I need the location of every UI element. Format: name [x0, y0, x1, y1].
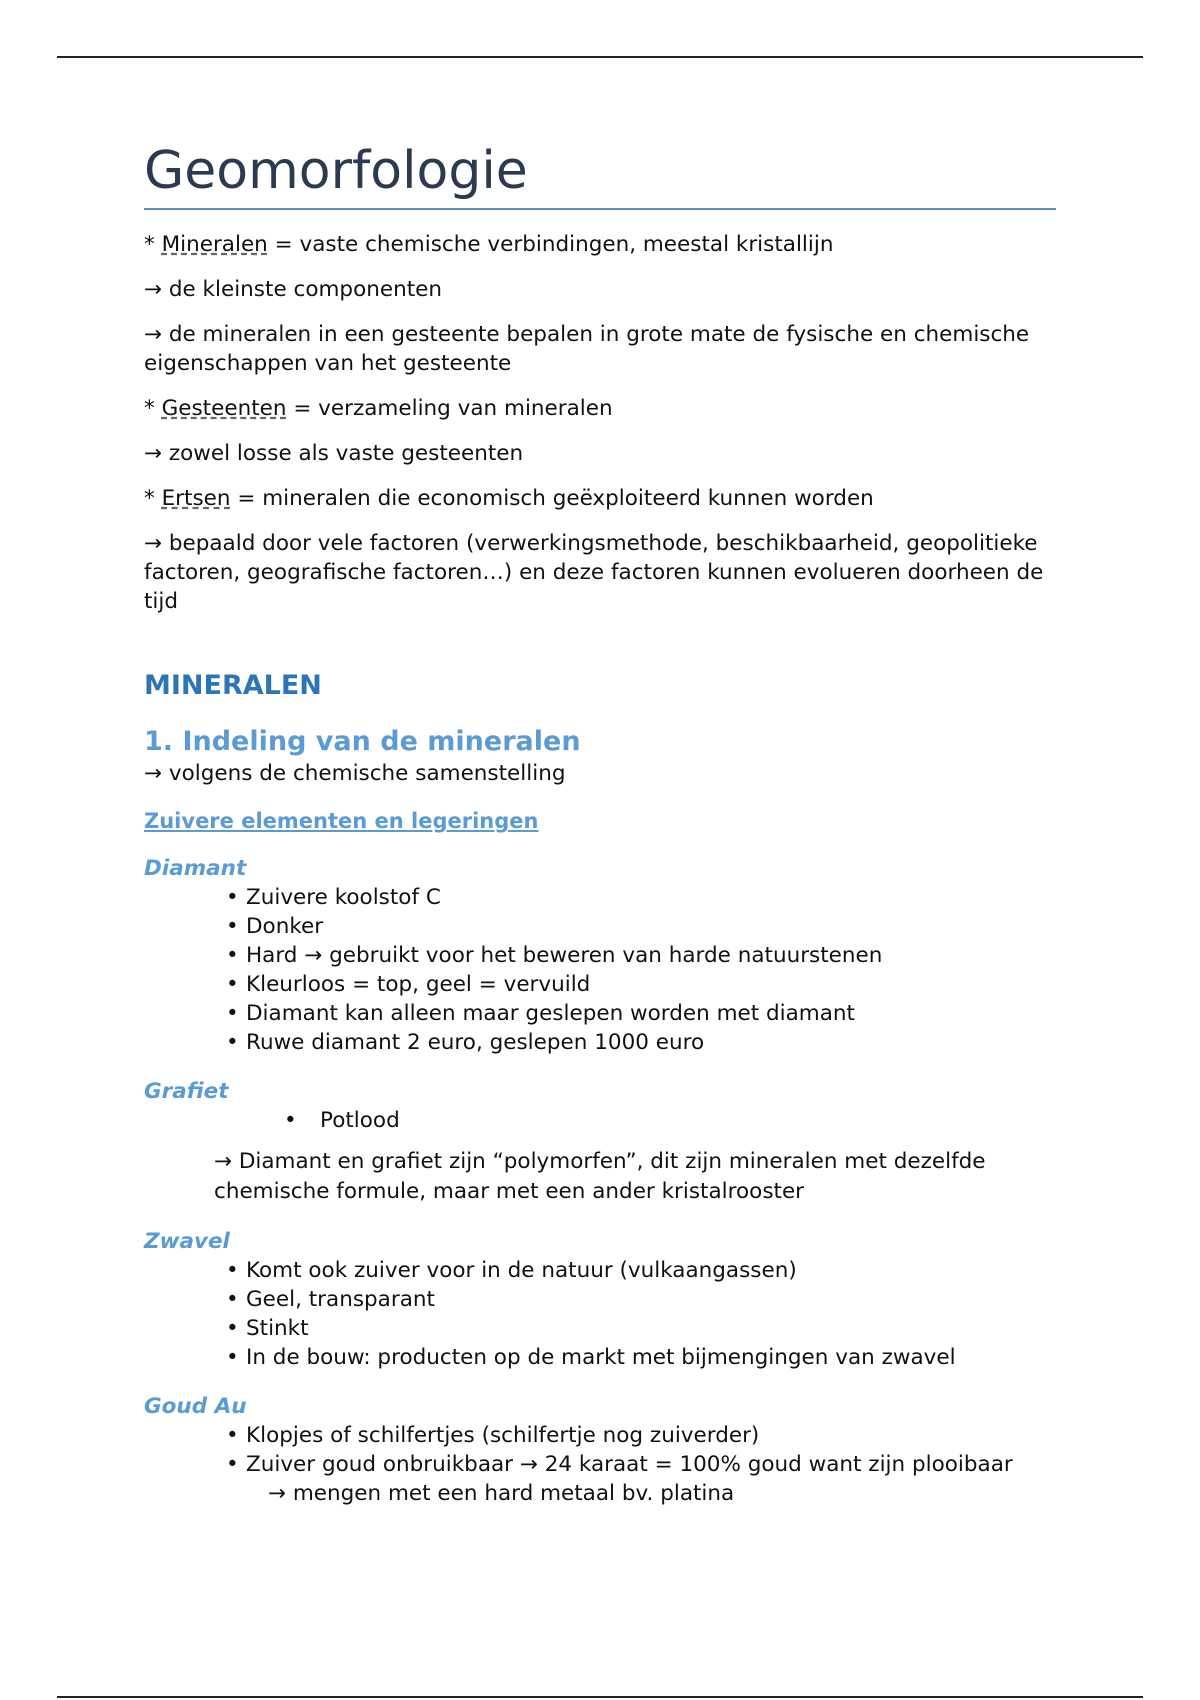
- arrow-note: → de mineralen in een gesteente bepalen in grote mate de fysische en chemische eigenschappen van het gesteente: [144, 322, 1030, 377]
- list-item: • Donker: [226, 912, 1056, 941]
- mineral-heading-goud: Goud Au: [144, 1393, 247, 1419]
- list-item: • Komt ook zuiver voor in de natuur (vulkaangassen): [226, 1256, 1056, 1285]
- polymorfen-note: → Diamant en grafiet zijn “polymorfen”, dit zijn mineralen met dezelfde chemische formule, maar met een ander kristalrooster: [214, 1148, 986, 1204]
- bullet-star: *: [144, 232, 162, 258]
- mineral-heading-diamant: Diamant: [144, 855, 247, 881]
- bullet-star: *: [144, 486, 162, 512]
- list-item: • Hard → gebruikt voor het beweren van harde natuurstenen: [226, 941, 1056, 970]
- definition-ertsen: [144, 484, 1056, 513]
- definition-gesteenten: [144, 394, 1056, 423]
- diamant-list: [144, 883, 1056, 1057]
- document-title: Geomorfologie: [144, 140, 1056, 210]
- term-ertsen: Ertsen: [161, 486, 231, 512]
- term-gesteenten: Gesteenten: [161, 396, 287, 422]
- footer-rule: [57, 1696, 1143, 1698]
- list-item: • In de bouw: producten op de markt met bijmengingen van zwavel: [226, 1343, 1056, 1372]
- definition-text: = verzameling van mineralen: [286, 396, 613, 422]
- list-item-subnote: → mengen met een hard metaal bv. platina: [268, 1480, 735, 1506]
- arrow-note: → bepaald door vele factoren (verwerkingsmethode, beschikbaarheid, geopolitieke factoren, geografische factoren…) en deze factoren kunnen evolueren doorheen de tijd: [144, 531, 1044, 615]
- section-heading: MINERALEN: [144, 670, 322, 702]
- bullet-star: *: [144, 396, 162, 422]
- list-item: • Diamant kan alleen maar geslepen worden met diamant: [226, 999, 1056, 1028]
- list-item: • Kleurloos = top, geel = vervuild: [226, 970, 1056, 999]
- group-heading: Zuivere elementen en legeringen: [144, 809, 539, 834]
- subsection-note: → volgens de chemische samenstelling: [144, 761, 566, 787]
- definition-text: = mineralen die economisch geëxploiteerd kunnen worden: [230, 486, 874, 512]
- list-item: • Stinkt: [226, 1314, 1056, 1343]
- list-item: • Ruwe diamant 2 euro, geslepen 1000 euro: [226, 1028, 1056, 1057]
- list-item-text: Zuiver goud onbruikbaar → 24 karaat = 100% goud want zijn plooibaar: [246, 1451, 1013, 1477]
- list-item: • Zuivere koolstof C: [226, 883, 1056, 912]
- goud-list: [144, 1421, 1056, 1508]
- mineral-heading-grafiet: Grafiet: [144, 1078, 229, 1104]
- header-rule: [57, 56, 1143, 58]
- grafiet-list: [144, 1106, 1056, 1135]
- zwavel-list: [144, 1256, 1056, 1372]
- mineral-heading-zwavel: Zwavel: [144, 1228, 230, 1254]
- list-item: • Geel, transparant: [226, 1285, 1056, 1314]
- subsection-heading: 1. Indeling van de mineralen: [144, 726, 581, 758]
- arrow-note: → de kleinste componenten: [144, 277, 442, 303]
- term-mineralen: Mineralen: [161, 232, 268, 258]
- list-item: • Potlood: [284, 1106, 1056, 1135]
- arrow-note: → zowel losse als vaste gesteenten: [144, 441, 524, 467]
- list-item: • Klopjes of schilfertjes (schilfertje nog zuiverder): [226, 1421, 1056, 1450]
- definition-text: = vaste chemische verbindingen, meestal kristallijn: [267, 232, 834, 258]
- definition-mineralen: [144, 230, 1056, 259]
- list-item: [226, 1450, 1056, 1508]
- document-page: [144, 140, 1056, 1528]
